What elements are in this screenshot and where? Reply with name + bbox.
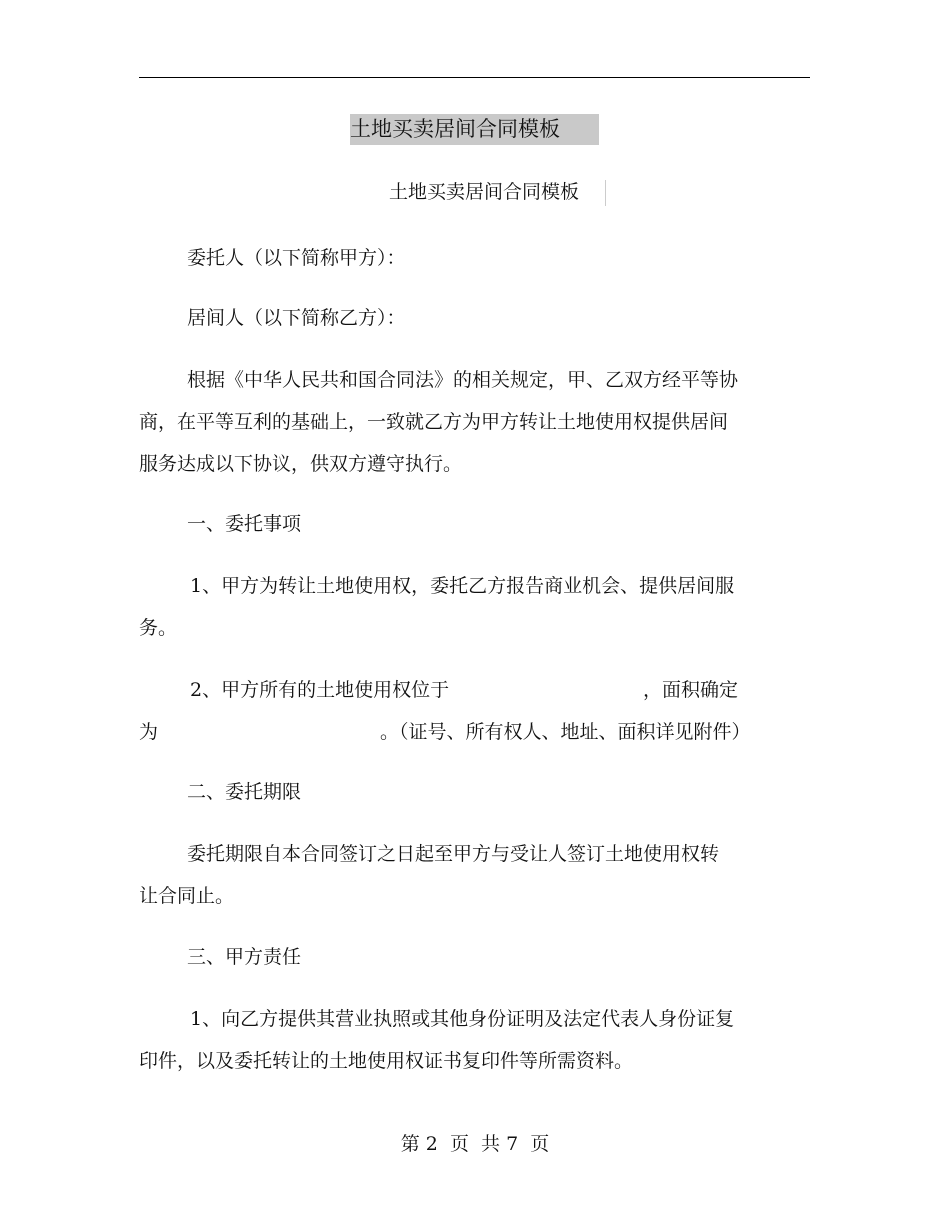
section-3-item-1-line-2: 印件，以及委托转让的土地使用权证书复印件等所需资料。 <box>139 1050 634 1072</box>
section-1-item-2-part-c: 为 <box>139 721 159 743</box>
section-1-item-2-part-a: 2、甲方所有的土地使用权位于 <box>190 679 450 701</box>
party-a-label: 委托人（以下简称甲方）： <box>187 247 406 269</box>
preamble-line-1: 根据《中华人民共和国合同法》的相关规定，甲、乙双方经平等协 <box>187 369 739 391</box>
section-1-item-1-line-2: 务。 <box>139 617 178 639</box>
section-1-item-2-part-b: ，面积确定 <box>643 679 739 701</box>
section-3-item-1-line-1: 1、向乙方提供其营业执照或其他身份证明及法定代表人身份证复 <box>190 1008 735 1030</box>
header-rule <box>139 77 810 78</box>
document-title: 土地买卖居间合同模板 <box>389 181 580 203</box>
party-b-label: 居间人（以下简称乙方）： <box>187 307 406 329</box>
section-2-text-line-1: 委托期限自本合同签订之日起至甲方与受让人签订土地使用权转 <box>187 843 720 865</box>
page-number-footer: 第 2 页 共 7 页 <box>400 1133 550 1155</box>
preamble-line-3: 服务达成以下协议，供双方遵守执行。 <box>139 453 463 475</box>
preamble-line-2: 商，在平等互利的基础上，一致就乙方为甲方转让土地使用权提供居间 <box>139 411 729 433</box>
title-divider <box>605 180 606 206</box>
page-header-title: 土地买卖居间合同模板 <box>350 114 599 145</box>
section-2-text-line-2: 让合同止。 <box>139 885 235 907</box>
section-3-heading: 三、甲方责任 <box>187 946 302 968</box>
section-1-heading: 一、委托事项 <box>187 513 302 535</box>
section-1-item-1-line-1: 1、甲方为转让土地使用权，委托乙方报告商业机会、提供居间服 <box>190 575 735 597</box>
section-1-item-2-part-d: 。（证号、所有权人、地址、面积详见附件） <box>380 721 751 743</box>
section-2-heading: 二、委托期限 <box>187 781 302 803</box>
